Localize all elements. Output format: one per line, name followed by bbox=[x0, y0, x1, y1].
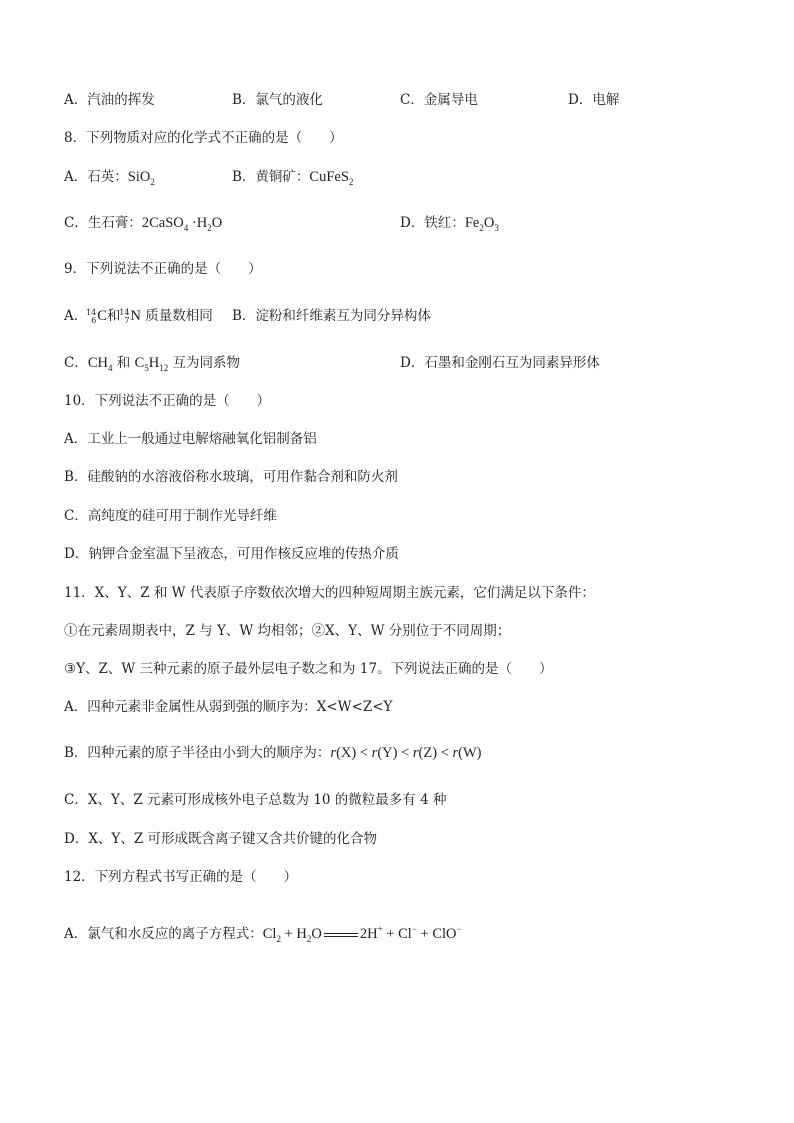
q8-b-formula: CuFeS$_2$ bbox=[309, 169, 354, 187]
q11-b-text: B．四种元素的原子半径由小到大的顺序为： bbox=[64, 745, 331, 761]
q11-b-inequality: r(X) < r(Y) < r(Z) < r(W) bbox=[330, 745, 482, 761]
q8-option-b bbox=[232, 168, 353, 186]
q8-option-a bbox=[64, 168, 155, 186]
q9-isotope-c-symbol: C bbox=[97, 308, 107, 324]
q7-option-c: C．金属导电 bbox=[400, 92, 478, 108]
q11-option-a: A．四种元素非金属性从弱到强的顺序为：X<W<Z<Y bbox=[64, 699, 393, 715]
q9-isotope-n-numbers: 14 7 bbox=[119, 308, 130, 325]
q10-stem: 10．下列说法不正确的是（ ） bbox=[64, 393, 271, 409]
q9-a-label: A． bbox=[64, 308, 88, 324]
q9-option-d: D．石墨和金刚石互为同素异形体 bbox=[400, 355, 600, 371]
q8-d-formula: $Fe_2O_3$ bbox=[464, 215, 499, 233]
q8-a-formula: SiO$_2$ bbox=[127, 169, 155, 187]
q9-option-b: B．淀粉和纤维素互为同分异构体 bbox=[232, 308, 431, 324]
q11-option-c: C．X、Y、Z 元素可形成核外电子总数为 10 的微粒最多有 4 种 bbox=[64, 792, 447, 808]
q12-stem: 12．下列方程式书写正确的是（ ） bbox=[64, 869, 298, 885]
q11-condition-1: ①在元素周期表中，Z 与 Y、W 均相邻；②X、Y、W 分别位于不同周期； bbox=[64, 623, 511, 639]
q11-option-b bbox=[64, 744, 482, 762]
q7-option-b: B．氯气的液化 bbox=[232, 92, 323, 108]
q12-option-a bbox=[64, 925, 462, 943]
q10-option-d: D．钠钾合金室温下呈液态，可用作核反应堆的传热介质 bbox=[64, 546, 399, 562]
q10-option-c: C．高纯度的硅可用于制作光导纤维 bbox=[64, 508, 277, 524]
q8-a-label: A．石英： bbox=[64, 169, 128, 185]
q11-stem: 11．X、Y、Z 和 W 代表原子序数依次增大的四种短周期主族元素，它们满足以下条件： bbox=[64, 585, 595, 601]
q8-b-label: B．黄铜矿： bbox=[232, 169, 310, 185]
q9-isotope-c-numbers: 14 6 bbox=[86, 308, 97, 325]
q9-stem: 9．下列说法不正确的是（ ） bbox=[64, 261, 262, 277]
q8-c-formula: 2CaSO$_4$ $\cdot H_2O$ bbox=[141, 215, 223, 233]
q12-a-equation: $Cl_2 + H_2O$ 2H+ + Cl− + ClO− bbox=[262, 924, 462, 944]
q10-option-b: B．硅酸钠的水溶液俗称水玻璃，可用作黏合剂和防火剂 bbox=[64, 469, 398, 485]
q8-option-d bbox=[400, 214, 499, 232]
q8-d-label: D．铁红： bbox=[400, 215, 465, 231]
q9-c-tail: 互为同系物 bbox=[168, 355, 241, 371]
q9-option-a bbox=[64, 307, 213, 325]
q9-a-and: 和 bbox=[106, 308, 121, 324]
q9-isotope-n-symbol: N bbox=[130, 308, 141, 324]
q9-c-formula1: $CH_4$ bbox=[87, 355, 113, 373]
q9-c-and: 和 bbox=[112, 355, 135, 371]
q9-option-c bbox=[64, 354, 240, 372]
q8-stem: 8．下列物质对应的化学式不正确的是（ ） bbox=[64, 130, 343, 146]
q10-option-a: A．工业上一般通过电解熔融氧化铝制备铝 bbox=[64, 431, 317, 447]
q12-a-label: A．氯气和水反应的离子方程式： bbox=[64, 926, 263, 942]
q8-c-label: C．生石膏： bbox=[64, 215, 142, 231]
q9-c-formula2: $C_5H_{12}$ bbox=[134, 355, 169, 373]
q7-option-a: A．汽油的挥发 bbox=[64, 92, 155, 108]
q8-option-c bbox=[64, 214, 222, 232]
q9-a-tail: 质量数相同 bbox=[140, 308, 213, 324]
q7-option-d: D．电解 bbox=[568, 92, 620, 108]
q11-option-d: D．X、Y、Z 可形成既含离子键又含共价键的化合物 bbox=[64, 831, 378, 847]
equals-double-line bbox=[324, 931, 358, 939]
q9-c-label: C． bbox=[64, 355, 88, 371]
q11-condition-2: ③Y、Z、W 三种元素的原子最外层电子数之和为 17。下列说法正确的是（ ） bbox=[64, 661, 553, 677]
